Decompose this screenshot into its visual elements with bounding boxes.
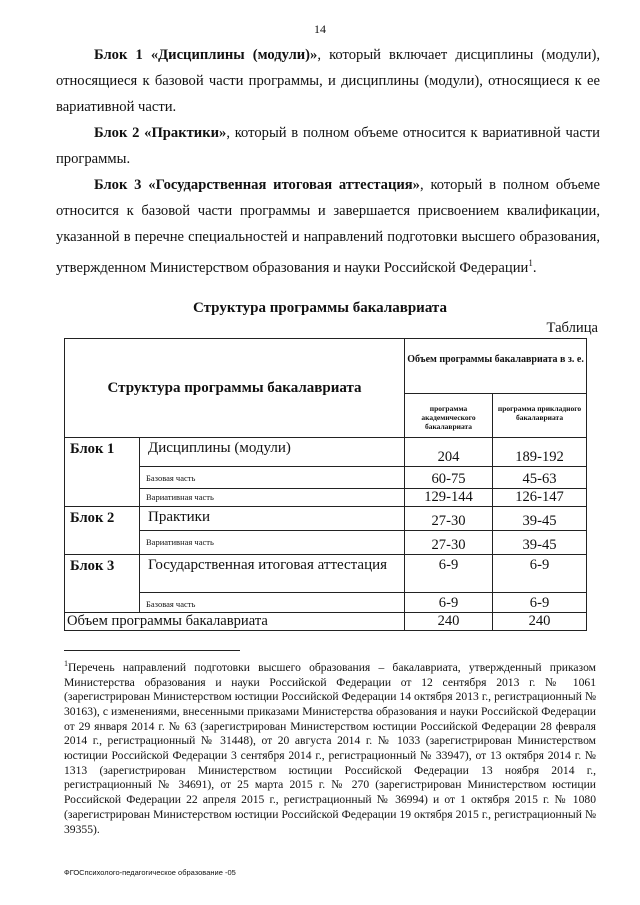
table-row bbox=[65, 555, 587, 593]
block1-applied: 189-192 bbox=[493, 438, 587, 467]
block2-label: Блок 2 bbox=[65, 507, 140, 531]
table-row bbox=[65, 489, 587, 507]
total-name: Объем программы бакалавриата bbox=[65, 613, 405, 631]
table-row bbox=[65, 593, 587, 613]
footnote-reference[interactable]: 1 bbox=[528, 258, 533, 268]
block3-name: Государственная итоговая аттестация bbox=[140, 555, 405, 593]
table-row bbox=[65, 507, 587, 531]
block3-label: Блок 3 bbox=[65, 555, 140, 593]
block3-academic: 6-9 bbox=[405, 555, 493, 593]
page-number: 14 bbox=[314, 22, 326, 36]
total-applied: 240 bbox=[493, 613, 587, 631]
block1-name: Дисциплины (модули) bbox=[140, 438, 405, 467]
block1-var-academic: 129-144 bbox=[405, 489, 493, 507]
block3-paragraph bbox=[56, 172, 600, 281]
table-row bbox=[65, 613, 587, 631]
table-row bbox=[65, 467, 587, 489]
block2-var-name: Вариативная часть bbox=[140, 531, 405, 555]
block2-paragraph bbox=[56, 120, 600, 172]
header-applied: программа прикладного бакалавриата bbox=[493, 394, 587, 438]
program-structure-table bbox=[64, 338, 587, 631]
page-footer: ФГОСпсихолого-педагогическое образование -05 bbox=[64, 868, 236, 877]
block3-base-applied: 6-9 bbox=[493, 593, 587, 613]
block3-applied: 6-9 bbox=[493, 555, 587, 593]
block2-description: , который в полном объеме относится к вариативной части программы. bbox=[56, 125, 600, 167]
block3-description: , который в полном объеме относится к базовой части программы и завершается присвоением квалификации, указанной в перечне специальностей и направлений подготовки высшего образования, утвержденном Министерством образования и науки Российской Федерации bbox=[56, 177, 600, 276]
header-structure: Структура программы бакалавриата bbox=[65, 339, 405, 438]
block3-base-name: Базовая часть bbox=[140, 593, 405, 613]
block1-var-applied: 126-147 bbox=[493, 489, 587, 507]
table-caption: Таблица bbox=[546, 320, 598, 336]
footnote-text: Перечень направлений подготовки высшего образования – бакалавриата, утвержденный приказом Министерства образования и науки Российской Федерации от 12 сентября 2013 г. № 1061 (зарегистрирован Министерством юстиции Российской Федерации 14 октября 2013 г., регистрационный № 30163), с изменениями, внесенными приказами Министерства образования и науки Российской Федерации от 29 января 2014 г. № 63 (зарегистрирован Министерством юстиции Российской Федерации 28 февраля 2014 г., регистрационный № 31448), от 20 августа 2014 г. № 1033 (зарегистрирован Министерством юстиции Российской Федерации 3 сентября 2014 г., регистрационный № 33947), от 13 октября 2014 г. № 1313 (зарегистрирован Министерством юстиции Российской Федерации 13 ноября 2014 г., регистрационный № 34691), от 25 марта 2015 г. № 270 (зарегистрирован Министерством юстиции Российской Федерации 22 апреля 2015 г., регистрационный № 36994) и от 1 октября 2015 г. № 1080 (зарегистрирован Министерством юстиции Российской Федерации 19 октября 2015 г., регистрационный № 39355). bbox=[64, 660, 596, 836]
block1-paragraph bbox=[56, 42, 600, 120]
block1-var-name: Вариативная часть bbox=[140, 489, 405, 507]
block3-end: . bbox=[532, 259, 537, 276]
block2-academic: 27-30 bbox=[405, 507, 493, 531]
block1-base-academic: 60-75 bbox=[405, 467, 493, 489]
block2-var-academic: 27-30 bbox=[405, 531, 493, 555]
block1-description: , который включает дисциплины (модули), относящиеся к базовой части программы, и дисциплины (модули), относящиеся к ее вариативной части. bbox=[56, 47, 601, 115]
block1-base-applied: 45-63 bbox=[493, 467, 587, 489]
footnote-divider bbox=[64, 650, 240, 651]
block1-base-name: Базовая часть bbox=[140, 467, 405, 489]
block3-title: Блок 3 «Государственная итоговая аттестация» bbox=[94, 177, 420, 193]
header-academic: программа академического бакалавриата bbox=[405, 394, 493, 438]
block1-label: Блок 1 bbox=[65, 438, 140, 467]
table-title: Структура программы бакалавриата bbox=[193, 300, 447, 316]
block2-name: Практики bbox=[140, 507, 405, 531]
footnote-mark: 1 bbox=[64, 659, 68, 668]
block1-title: Блок 1 «Дисциплины (модули)» bbox=[94, 47, 318, 63]
block1-academic: 204 bbox=[405, 438, 493, 467]
footnote bbox=[64, 657, 596, 837]
block2-title: Блок 2 «Практики» bbox=[94, 125, 227, 141]
block3-base-academic: 6-9 bbox=[405, 593, 493, 613]
header-volume: Объем программы бакалавриата в з. е. bbox=[405, 339, 587, 394]
block2-applied: 39-45 bbox=[493, 507, 587, 531]
table-row bbox=[65, 531, 587, 555]
block2-var-applied: 39-45 bbox=[493, 531, 587, 555]
total-academic: 240 bbox=[405, 613, 493, 631]
table-row bbox=[65, 438, 587, 467]
